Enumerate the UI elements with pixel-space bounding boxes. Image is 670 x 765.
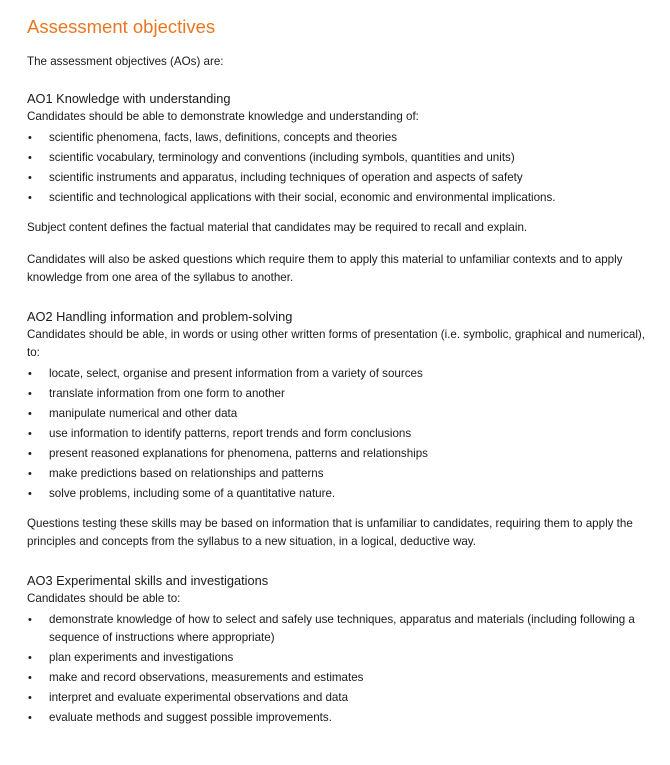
bullet-icon: • — [28, 368, 32, 380]
list-item: • scientific vocabulary, terminology and conventions (including symbols, quantities and units) — [27, 149, 652, 167]
list-item: • interpret and evaluate experimental observations and data — [27, 689, 652, 707]
ao3-heading: AO3 Experimental skills and investigations — [27, 573, 269, 588]
list-item: • translate information from one form to another — [27, 385, 652, 403]
bullet-icon: • — [28, 408, 32, 420]
ao2-section — [27, 307, 652, 551]
ao1-lead: Candidates should be able to demonstrate knowledge and understanding of: — [27, 110, 419, 123]
ao2-paragraph-1: Questions testing these skills may be based on information that is unfamiliar to candidates, requiring them to apply the principles and concepts from the syllabus to a new situation, in a logical, deductive way. — [27, 517, 633, 548]
bullet-icon: • — [28, 614, 32, 626]
ao2-lead: Candidates should be able, in words or using other written forms of presentation (i.e. symbolic, graphical and numerical), to: — [27, 328, 646, 359]
bullet-icon: • — [28, 652, 32, 664]
list-item: • scientific instruments and apparatus, including techniques of operation and aspects of safety — [27, 169, 652, 187]
list-item: • evaluate methods and suggest possible improvements. — [27, 709, 652, 727]
list-item: • make predictions based on relationships and patterns — [27, 465, 652, 483]
bullet-icon: • — [28, 152, 32, 164]
ao3-list — [27, 611, 652, 727]
bullet-icon: • — [28, 172, 32, 184]
bullet-icon: • — [28, 672, 32, 684]
list-item: • manipulate numerical and other data — [27, 405, 652, 423]
list-item: • scientific phenomena, facts, laws, definitions, concepts and theories — [27, 129, 652, 147]
list-item: • use information to identify patterns, report trends and form conclusions — [27, 425, 652, 443]
list-item: • present reasoned explanations for phenomena, patterns and relationships — [27, 445, 652, 463]
list-item: • demonstrate knowledge of how to select and safely use techniques, apparatus and materials (including following a sequence of instructions where appropriate) — [28, 613, 635, 644]
ao1-list — [27, 129, 652, 207]
bullet-icon: • — [28, 388, 32, 400]
bullet-icon: • — [28, 448, 32, 460]
ao1-heading: AO1 Knowledge with understanding — [27, 91, 231, 106]
list-item: • plan experiments and investigations — [27, 649, 652, 667]
bullet-icon: • — [28, 488, 32, 500]
bullet-icon: • — [28, 192, 32, 204]
list-item: • locate, select, organise and present information from a variety of sources — [27, 365, 652, 383]
bullet-icon: • — [28, 428, 32, 440]
ao3-section — [27, 571, 652, 727]
ao1-section — [27, 89, 652, 287]
intro-text: The assessment objectives (AOs) are: — [27, 55, 224, 68]
document-page — [27, 14, 652, 739]
ao1-paragraph-2: Candidates will also be asked questions which require them to apply this material to unfamiliar contexts and to apply knowledge from one area of the syllabus to another. — [27, 253, 623, 284]
ao2-list — [27, 365, 652, 503]
page-title: Assessment objectives — [27, 16, 216, 37]
bullet-icon: • — [28, 468, 32, 480]
list-item: • make and record observations, measurements and estimates — [27, 669, 652, 687]
ao1-paragraph-1: Subject content defines the factual material that candidates may be required to recall and explain. — [27, 221, 528, 234]
ao2-heading: AO2 Handling information and problem-solving — [27, 309, 293, 324]
list-item: • solve problems, including some of a quantitative nature. — [27, 485, 652, 503]
ao3-lead: Candidates should be able to: — [27, 592, 181, 605]
bullet-icon: • — [28, 712, 32, 724]
bullet-icon: • — [28, 692, 32, 704]
bullet-icon: • — [28, 132, 32, 144]
list-item: • scientific and technological applications with their social, economic and environmental implications. — [27, 189, 652, 207]
